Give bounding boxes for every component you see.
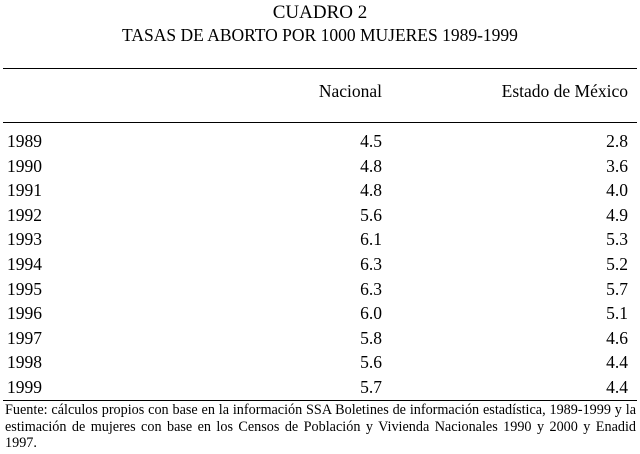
cell-nacional: 5.6 xyxy=(360,352,382,373)
table-row xyxy=(0,154,640,179)
cell-nacional: 4.8 xyxy=(360,155,382,176)
cell-year: 1999 xyxy=(7,376,42,397)
cell-nacional: 4.8 xyxy=(360,180,382,201)
cell-estado: 4.9 xyxy=(606,204,628,225)
cell-year: 1991 xyxy=(7,180,42,201)
cell-estado: 4.4 xyxy=(606,376,628,397)
cell-year: 1989 xyxy=(7,131,42,151)
table-title xyxy=(0,2,640,46)
cell-nacional: 5.6 xyxy=(360,204,382,225)
cell-year: 1996 xyxy=(7,303,42,324)
source-footnote: Fuente: cálculos propios con base en la información SSA Boletines de información estadística, 1989-1999 y la estimación de mujeres con base en los Censos de Población y Vivienda Nacionales 1990 y 2000 y Enadid 1997. xyxy=(5,402,636,451)
table-row xyxy=(0,129,640,154)
cell-estado: 4.6 xyxy=(606,327,628,348)
header-rule xyxy=(3,122,637,123)
table-row xyxy=(0,350,640,375)
table-caption: TASAS DE ABORTO POR 1000 MUJERES 1989-1999 xyxy=(122,25,518,45)
cell-estado: 5.1 xyxy=(606,303,628,324)
table-row xyxy=(0,252,640,277)
cell-nacional: 4.5 xyxy=(360,131,382,151)
table-header-row xyxy=(0,80,640,102)
cell-estado: 4.4 xyxy=(606,352,628,373)
cell-year: 1994 xyxy=(7,253,42,274)
cell-estado: 5.2 xyxy=(606,253,628,274)
table-row xyxy=(0,203,640,228)
table-body xyxy=(0,129,640,400)
top-rule xyxy=(3,68,637,69)
cell-estado: 5.3 xyxy=(606,229,628,250)
column-header-nacional: Nacional xyxy=(318,81,382,101)
cell-nacional: 6.1 xyxy=(360,229,382,250)
table-row xyxy=(0,326,640,351)
table-row xyxy=(0,178,640,203)
bottom-rule xyxy=(3,400,637,401)
cell-estado: 2.8 xyxy=(606,131,628,151)
table-row xyxy=(0,227,640,252)
cell-nacional: 6.3 xyxy=(360,278,382,299)
cell-year: 1997 xyxy=(7,327,42,348)
cell-year: 1992 xyxy=(7,204,42,225)
cell-nacional: 5.8 xyxy=(360,327,382,348)
cell-estado: 3.6 xyxy=(606,155,628,176)
table-row xyxy=(0,375,640,400)
cell-year: 1990 xyxy=(7,155,42,176)
cell-nacional: 6.3 xyxy=(360,253,382,274)
table-row xyxy=(0,301,640,326)
cell-nacional: 5.7 xyxy=(360,376,382,397)
cell-nacional: 6.0 xyxy=(360,303,382,324)
table-row xyxy=(0,277,640,302)
cell-year: 1993 xyxy=(7,229,42,250)
cell-estado: 5.7 xyxy=(606,278,628,299)
column-header-estado: Estado de México xyxy=(501,81,628,101)
cell-estado: 4.0 xyxy=(606,180,628,201)
cell-year: 1995 xyxy=(7,278,42,299)
table-number: CUADRO 2 xyxy=(272,2,368,23)
cell-year: 1998 xyxy=(7,352,42,373)
